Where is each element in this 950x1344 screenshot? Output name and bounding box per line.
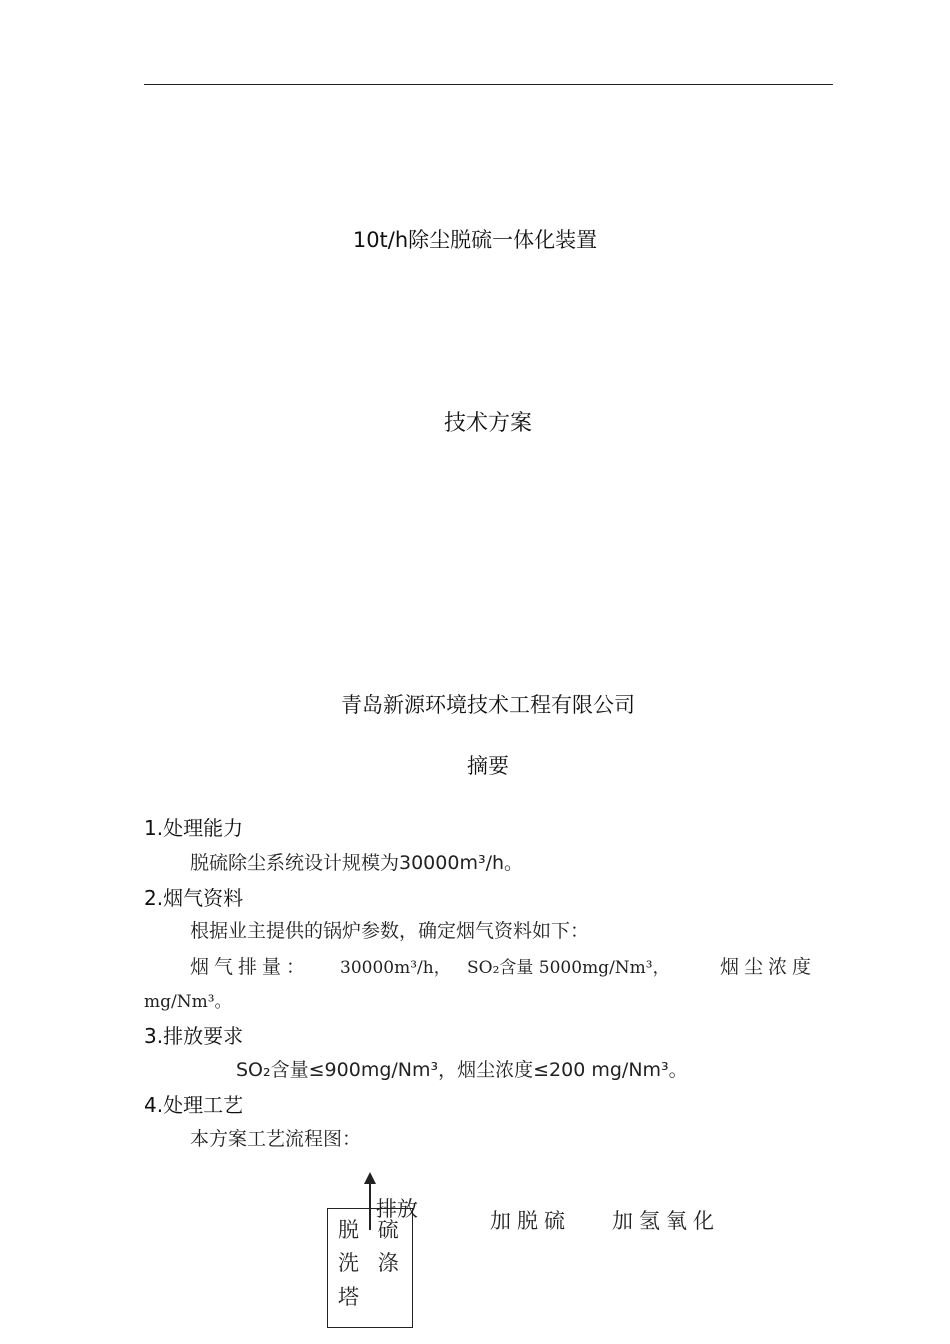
flow-step-2: 加氢氧化 <box>612 1209 720 1233</box>
tower-label-line-3: 塔 <box>338 1285 365 1309</box>
company-name: 青岛新源环境技术工程有限公司 <box>341 693 635 717</box>
document-title: 10t/h除尘脱硫一体化装置 <box>352 228 598 252</box>
section-2-text-2a: 烟气排量： <box>190 956 311 978</box>
abstract-heading: 摘要 <box>467 754 509 778</box>
header-rule <box>144 84 833 85</box>
document-subtitle: 技术方案 <box>443 411 532 436</box>
section-4-text: 本方案工艺流程图： <box>190 1128 362 1150</box>
tower-label-line-1: 脱 硫 <box>338 1218 405 1242</box>
tower-label-line-2: 洗 涤 <box>338 1251 405 1275</box>
flow-step-1: 加脱硫 <box>490 1209 571 1233</box>
discharge-label: 排放 <box>376 1197 418 1221</box>
section-2-text-1: 根据业主提供的锅炉参数，确定烟气资料如下： <box>190 920 590 942</box>
section-2-text-2d: 烟尘浓度 <box>720 956 817 978</box>
section-2-text-3: mg/Nm³。 <box>144 992 232 1012</box>
section-2-text-2c: SO₂含量 5000mg/Nm³， <box>467 958 670 978</box>
up-arrow-icon <box>364 1172 376 1184</box>
section-2-heading: 2.烟气资料 <box>144 886 244 910</box>
section-3-heading: 3.排放要求 <box>144 1024 244 1048</box>
section-1-heading: 1.处理能力 <box>144 816 244 840</box>
section-2-text-2b: 30000m³/h， <box>340 958 451 978</box>
section-1-text: 脱硫除尘系统设计规模为30000m³/h。 <box>190 852 524 874</box>
section-3-text: SO₂含量≤900mg/Nm³，烟尘浓度≤200 mg/Nm³。 <box>236 1059 688 1081</box>
section-4-heading: 4.处理工艺 <box>144 1093 244 1117</box>
